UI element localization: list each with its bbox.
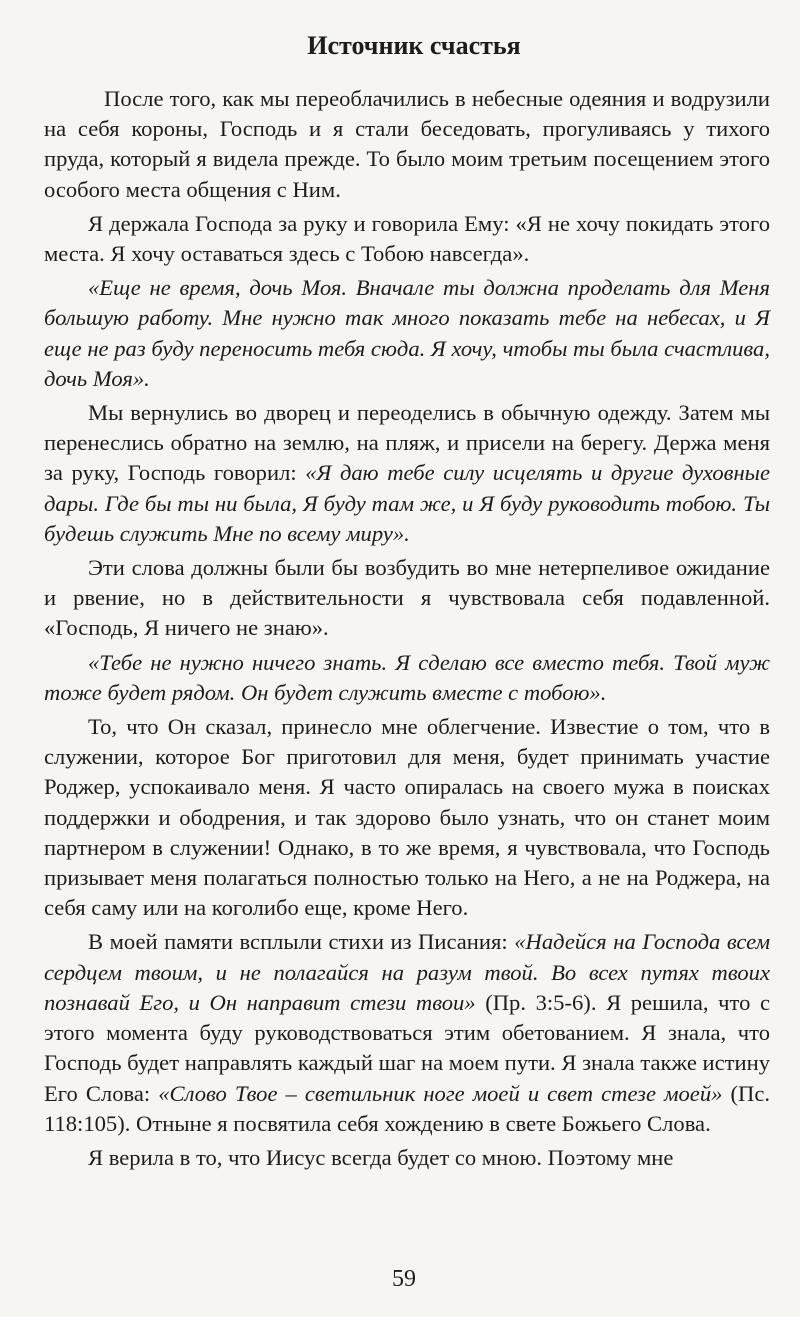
italic-quote: «Надейся на Господа всем сердцем твоим, и не полагайся на разум твой. Во всех путях твоих познавай Его, и Он направит стези твои»	[44, 929, 771, 1015]
body-text	[44, 84, 770, 1173]
paragraph	[44, 553, 770, 644]
text-run: (Пр. 3:5-6). Я решила, что с этого момента буду руководствоваться этим обетованием. Я знала, что Господь будет направлять каждый шаг на моем пути. Я знала также истину Его Слова:	[44, 989, 770, 1106]
paragraph	[44, 84, 770, 205]
italic-quote: «Я даю тебе силу исцелять и другие духовные дары. Где бы ты ни была, Я буду там же, и Я буду руководить тобою. Ты будешь служить Мне по всему миру».	[44, 460, 770, 546]
text-run: Мы вернулись во дворец и переоделись в обычную одежду. Затем мы перенеслись обратно на землю, на пляж, и присели на берегу. Держа меня за руку, Господь говорил:	[44, 400, 770, 486]
text-run: После того, как мы переоблачились в небесные одеяния и водрузили на себя короны, Господь и я стали беседовать, прогуливаясь у тихого пруда, который я видела прежде. То было моим третьим посещением этого особого места общения с Ним.	[44, 86, 770, 202]
text-run: Эти слова должны были бы возбудить во мне нетерпеливое ожидание и рвение, но в действительности я чувствовала себя подавленной. «Господь, Я ничего не знаю».	[44, 555, 770, 641]
text-run: В моей памяти всплыли стихи из Писания:	[88, 929, 515, 955]
chapter-title: Источник счастья	[307, 31, 521, 60]
text-run: (Пс. 118:105). Отныне я посвятила себя хождению в свете Божьего Слова.	[44, 1080, 770, 1136]
page-number: 59	[392, 1266, 416, 1292]
italic-quote: «Слово Твое – светильник ноге моей и свет стезе моей»	[158, 1080, 723, 1106]
paragraph	[44, 398, 770, 549]
paragraph	[44, 712, 770, 923]
paragraph	[44, 927, 770, 1138]
italic-quote: «Еще не время, дочь Моя. Вначале ты должна проделать для Меня большую работу. Мне нужно так много показать тебе на небесах, и Я еще не раз буду переносить тебя сюда. Я хочу, чтобы ты была счастлива, дочь Моя».	[44, 275, 770, 391]
text-run: Я держала Господа за руку и говорила Ему: «Я не хочу покидать этого места. Я хочу оставаться здесь с Тобою навсегда».	[44, 210, 770, 267]
text-run: Я верила в то, что Иисус всегда будет со мною. Поэтому мне	[88, 1144, 674, 1170]
text-run: То, что Он сказал, принесло мне облегчение. Известие о том, что в служении, которое Бог приготовил для меня, будет принимать участие Роджер, успокаивало меня. Я часто опиралась на своего мужа в поисках поддержки и ободрения, и так здорово было узнать, что он станет моим партнером в служении! Однако, в то же время, я чувствовала, что Господь призывает меня полагаться полностью только на Него, а не на Роджера, на себя саму или на коголибо еще, кроме Него.	[44, 714, 770, 921]
paragraph	[44, 648, 770, 708]
italic-quote: «Тебе не нужно ничего знать. Я сделаю все вместо тебя. Твой муж тоже будет рядом. Он будет служить вместе с тобою».	[44, 649, 770, 705]
paragraph	[44, 209, 770, 269]
paragraph	[44, 273, 770, 394]
paragraph	[44, 1143, 770, 1173]
